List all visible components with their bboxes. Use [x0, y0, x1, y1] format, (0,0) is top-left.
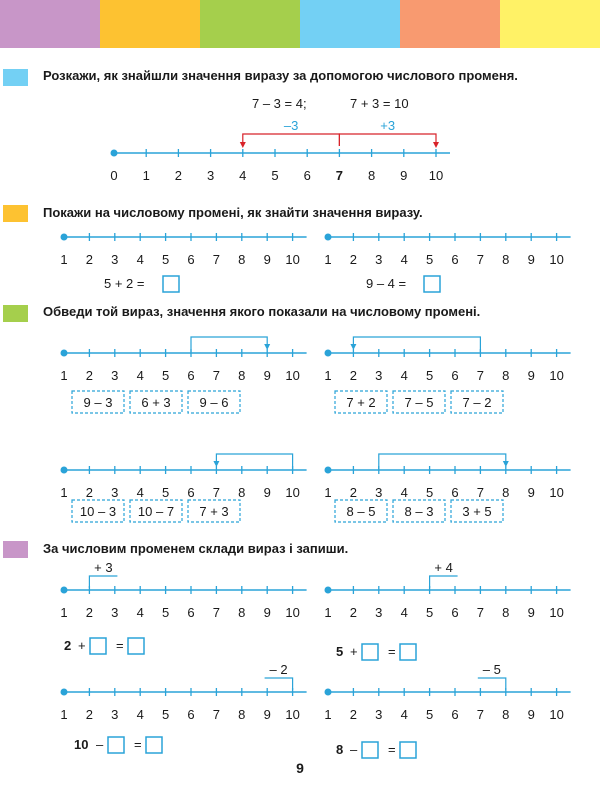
ray-tick-label: 8 [238, 368, 246, 383]
ray-tick-label: 1 [60, 485, 68, 500]
answer-box [90, 638, 106, 654]
ray-tick-label: 4 [136, 605, 144, 620]
ray-origin-dot [325, 350, 332, 357]
equals-sign: = [134, 737, 142, 752]
ray-tick-label: 3 [375, 252, 383, 267]
ray-tick-label: 7 [212, 368, 221, 383]
hint-bracket [478, 678, 506, 690]
ray-tick-label: 7 [476, 368, 485, 383]
ray-tick-label: 8 [238, 605, 246, 620]
ray-tick-label: 4 [400, 485, 408, 500]
ray-tick-label: 9 [263, 252, 271, 267]
ray-tick-label: 2 [174, 168, 183, 183]
expression-option-text: 10 – 7 [137, 504, 175, 519]
ray-tick-label: 3 [375, 605, 383, 620]
ray-tick-label: 1 [60, 368, 68, 383]
ray-tick-label: 8 [502, 605, 510, 620]
ray-tick-label: 7 [476, 605, 485, 620]
ray-tick-label: 7 [212, 252, 221, 267]
answer-box [400, 644, 416, 660]
answer-box [400, 742, 416, 758]
ray-tick-label: 8 [238, 485, 246, 500]
ray-tick-label: 2 [85, 485, 94, 500]
ray-origin-dot [61, 234, 68, 241]
task-instruction: Покажи на числовому промені, як знайти значення виразу. [43, 205, 423, 220]
ray-tick-label: 9 [263, 485, 271, 500]
ray-tick-label: 7 [476, 485, 485, 500]
ray-origin-dot [325, 234, 332, 241]
ray-tick-label: 6 [187, 605, 195, 620]
ray-tick-label: 10 [285, 605, 300, 620]
operator: – [96, 737, 104, 752]
ray-tick-label: 3 [111, 605, 119, 620]
ray-tick-label: 1 [324, 605, 332, 620]
ray-tick-label: 5 [161, 605, 170, 620]
ray-tick-label: 3 [375, 368, 383, 383]
expression-option-text: 7 – 5 [404, 395, 434, 410]
hint-bracket [89, 576, 117, 588]
jump-arrowhead [264, 344, 270, 350]
ray-tick-label: 10 [428, 168, 444, 183]
ray-tick-label: 6 [451, 707, 459, 722]
expression-option-text: 9 – 6 [199, 395, 229, 410]
ray-tick-label: 5 [425, 252, 434, 267]
ray-tick-label: 4 [400, 707, 408, 722]
ray-tick-label: 1 [60, 707, 68, 722]
equals-sign: = [116, 638, 124, 653]
page-number: 9 [296, 760, 304, 776]
task-instruction: За числовим променем склади вираз і запиши. [43, 541, 349, 556]
ray-tick-label: 2 [85, 707, 94, 722]
operator: + [350, 644, 358, 659]
equation: 7 – 3 = 4; [252, 96, 307, 111]
jump-bracket [353, 337, 480, 352]
task-instruction: Розкажи, як знайшли значення виразу за допомогою числового променя. [43, 68, 518, 83]
ray-origin-dot [61, 689, 68, 696]
ray-tick-label: 3 [375, 707, 383, 722]
ray-tick-label: 6 [303, 168, 311, 183]
ray-tick-label: 2 [349, 707, 358, 722]
ray-tick-label: 1 [324, 707, 332, 722]
ray-origin-dot [111, 150, 118, 157]
answer-box [128, 638, 144, 654]
expression-option-text: 7 + 2 [346, 395, 376, 410]
expression-start: 8 [336, 742, 344, 757]
ray-tick-label: 5 [161, 485, 170, 500]
ray-tick-label: 1 [60, 252, 68, 267]
ray-tick-label: 10 [549, 252, 564, 267]
jump-arrow [243, 134, 340, 146]
jump-bracket [191, 337, 267, 352]
ray-tick-label: 5 [161, 707, 170, 722]
ray-tick-label: 2 [85, 368, 94, 383]
expression-option-text: 10 – 3 [79, 504, 117, 519]
answer-box [146, 737, 162, 753]
ray-tick-label: 6 [451, 485, 459, 500]
ray-tick-label: 9 [263, 707, 271, 722]
ray-tick-label: 2 [85, 252, 94, 267]
ray-tick-label: 8 [367, 168, 376, 183]
operator: + [78, 638, 86, 653]
expression-option-text: 3 + 5 [462, 504, 492, 519]
ray-tick-label: 4 [400, 605, 408, 620]
ray-tick-label: 6 [187, 485, 195, 500]
answer-box [424, 276, 440, 292]
task-instruction: Обведи той вираз, значення якого показали на числовому промені. [43, 304, 481, 319]
ray-tick-label: 2 [349, 485, 358, 500]
expression-option-text: 8 – 3 [404, 504, 434, 519]
ray-tick-label: 4 [136, 707, 144, 722]
ray-origin-dot [61, 467, 68, 474]
ray-tick-label: 5 [425, 605, 434, 620]
jump-arrow [339, 134, 436, 146]
ray-tick-label: 2 [349, 368, 358, 383]
ray-tick-label: 7 [212, 485, 221, 500]
ray-tick-label: 9 [400, 168, 408, 183]
ray-tick-label: 10 [285, 252, 300, 267]
ray-tick-label: 6 [187, 707, 195, 722]
expression-option-text: 7 – 2 [462, 395, 492, 410]
ray-tick-label: 10 [549, 368, 564, 383]
ray-tick-label: 5 [161, 252, 170, 267]
operator: – [350, 742, 358, 757]
jump-arrowhead [503, 461, 509, 467]
ray-tick-label: 3 [111, 485, 119, 500]
ray-tick-label: 8 [238, 252, 246, 267]
ray-tick-label: 7 [476, 707, 485, 722]
ray-tick-label: 1 [324, 368, 332, 383]
ray-tick-label: 6 [451, 605, 459, 620]
equals-sign: = [388, 644, 396, 659]
ray-tick-label: 4 [400, 368, 408, 383]
jump-arrowhead [350, 344, 356, 350]
ray-tick-label: 6 [451, 368, 459, 383]
ray-tick-label: 6 [451, 252, 459, 267]
equation: 7 + 3 = 10 [350, 96, 409, 111]
ray-tick-label: 10 [285, 485, 300, 500]
jump-label: –3 [283, 118, 299, 133]
ray-tick-label: 3 [206, 168, 215, 183]
ray-tick-label: 8 [502, 707, 510, 722]
expression-start: 2 [64, 638, 72, 653]
ray-tick-label: 10 [549, 707, 564, 722]
ray-tick-label: 5 [425, 707, 434, 722]
ray-tick-label: 4 [239, 168, 247, 183]
expression-start: 10 [74, 737, 89, 752]
ray-tick-label: 7 [476, 252, 485, 267]
jump-arrowhead [433, 142, 439, 148]
ray-tick-label: 1 [324, 485, 332, 500]
answer-box [108, 737, 124, 753]
expression: 9 – 4 = [366, 276, 407, 291]
hint-bracket [265, 678, 293, 690]
ray-origin-dot [325, 467, 332, 474]
jump-arrowhead [213, 461, 219, 467]
ray-tick-label: 10 [285, 707, 300, 722]
ray-tick-label: 9 [527, 485, 535, 500]
ray-tick-label: 8 [502, 252, 510, 267]
ray-tick-label: 3 [111, 707, 119, 722]
ray-tick-label: 8 [502, 368, 510, 383]
ray-tick-label: 9 [263, 368, 271, 383]
ray-tick-label: 2 [349, 605, 358, 620]
ray-tick-label: 7 [335, 168, 344, 183]
ray-tick-label: 8 [502, 485, 510, 500]
jump-arrowhead [240, 142, 246, 148]
jump-label: +3 [380, 118, 396, 133]
hint-label: + 4 [434, 560, 453, 575]
ray-tick-label: 4 [136, 368, 144, 383]
jump-bracket [216, 454, 292, 469]
ray-tick-label: 10 [285, 368, 300, 383]
ray-tick-label: 5 [271, 168, 279, 183]
hint-label: + 3 [94, 560, 113, 575]
hint-label: – 2 [269, 662, 288, 677]
answer-box [362, 742, 378, 758]
ray-tick-label: 1 [324, 252, 332, 267]
ray-tick-label: 9 [527, 605, 535, 620]
ray-tick-label: 6 [187, 368, 195, 383]
ray-tick-label: 3 [375, 485, 383, 500]
jump-bracket [379, 454, 506, 469]
ray-origin-dot [325, 689, 332, 696]
ray-tick-label: 9 [527, 252, 535, 267]
ray-tick-label: 10 [549, 485, 564, 500]
ray-tick-label: 10 [549, 605, 564, 620]
hint-label: – 5 [482, 662, 501, 677]
hint-bracket [430, 576, 458, 588]
ray-tick-label: 5 [161, 368, 170, 383]
ray-tick-label: 9 [263, 605, 271, 620]
ray-tick-label: 2 [349, 252, 358, 267]
equals-sign: = [388, 742, 396, 757]
expression: 5 + 2 = [104, 276, 145, 291]
ray-tick-label: 4 [136, 252, 144, 267]
ray-origin-dot [325, 587, 332, 594]
ray-tick-label: 5 [425, 485, 434, 500]
ray-tick-label: 5 [425, 368, 434, 383]
ray-tick-label: 0 [110, 168, 118, 183]
answer-box [362, 644, 378, 660]
expression-start: 5 [336, 644, 344, 659]
ray-tick-label: 3 [111, 368, 119, 383]
expression-option-text: 8 – 5 [346, 504, 376, 519]
ray-origin-dot [61, 587, 68, 594]
ray-tick-label: 1 [60, 605, 68, 620]
ray-tick-label: 3 [111, 252, 119, 267]
ray-origin-dot [61, 350, 68, 357]
expression-option-text: 9 – 3 [83, 395, 113, 410]
expression-option-text: 6 + 3 [141, 395, 171, 410]
ray-tick-label: 7 [212, 605, 221, 620]
answer-box [163, 276, 179, 292]
ray-tick-label: 7 [212, 707, 221, 722]
ray-tick-label: 9 [527, 368, 535, 383]
ray-tick-label: 9 [527, 707, 535, 722]
expression-option-text: 7 + 3 [199, 504, 229, 519]
ray-tick-label: 6 [187, 252, 195, 267]
ray-tick-label: 8 [238, 707, 246, 722]
ray-tick-label: 4 [400, 252, 408, 267]
ray-tick-label: 1 [142, 168, 150, 183]
ray-tick-label: 4 [136, 485, 144, 500]
ray-tick-label: 2 [85, 605, 94, 620]
